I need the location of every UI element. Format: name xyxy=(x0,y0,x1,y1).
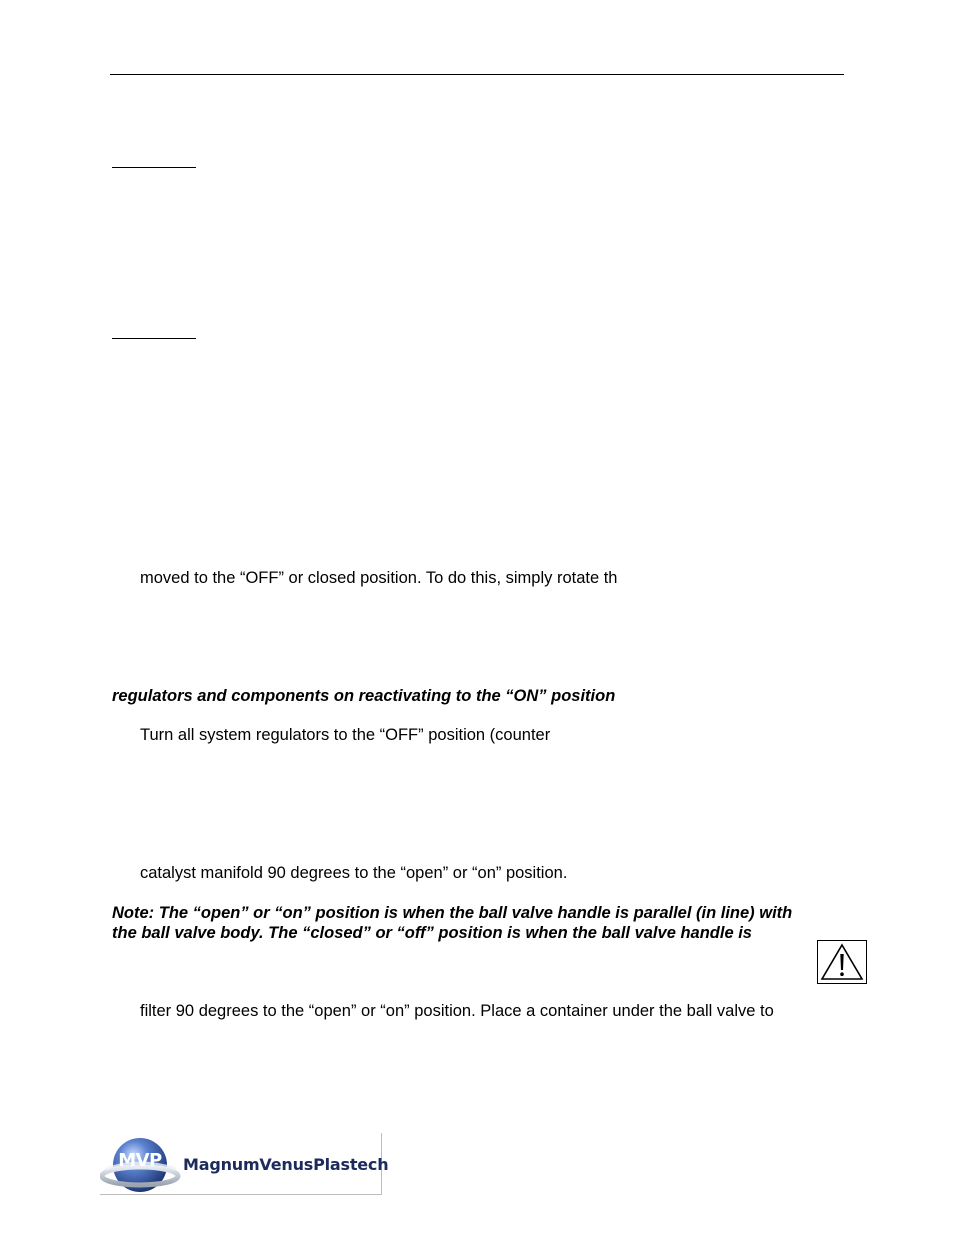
company-logo xyxy=(100,1133,389,1195)
section-underline-2 xyxy=(112,338,196,339)
body-text-line: filter 90 degrees to the “open” or “on” position. Place a container under the ball valve to xyxy=(140,1002,774,1020)
emphasis-text-line: regulators and components on reactivating to the “ON” position xyxy=(112,687,616,705)
logo-company-name: MagnumVenusPlastech xyxy=(183,1155,389,1174)
warning-exclamation-icon xyxy=(817,940,867,984)
section-underline-1 xyxy=(112,167,196,168)
header-rule xyxy=(110,74,844,75)
body-text-line: moved to the “OFF” or closed position. To do this, simply rotate th xyxy=(140,569,618,587)
body-text-line: catalyst manifold 90 degrees to the “open” or “on” position. xyxy=(140,864,568,882)
logo-mark: MVP xyxy=(118,1150,162,1171)
body-text-line: Turn all system regulators to the “OFF” position (counter xyxy=(140,726,551,744)
note-text-line: the ball valve body. The “closed” or “off” position is when the ball valve handle is xyxy=(112,924,752,942)
note-text-line: Note: The “open” or “on” position is when the ball valve handle is parallel (in line) with xyxy=(112,904,793,922)
